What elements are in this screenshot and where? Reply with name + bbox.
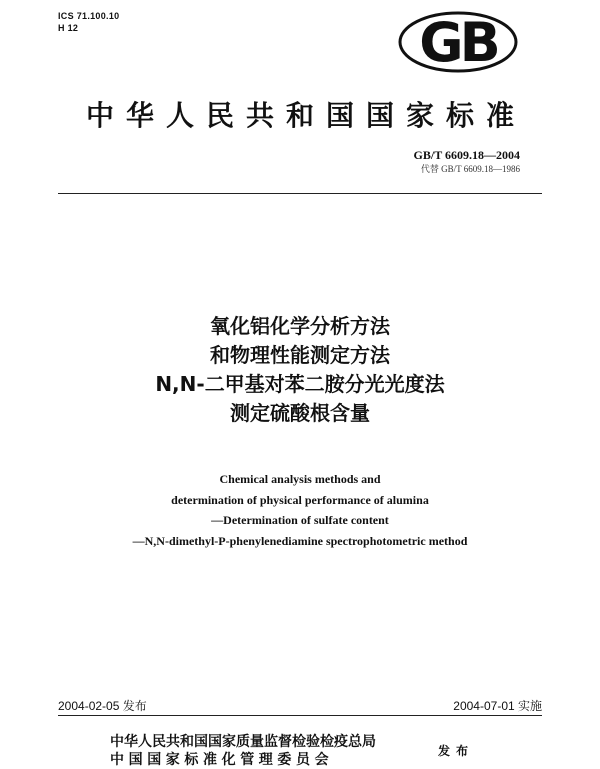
issuer-sac: 中国国家标准化管理委员会 [110,752,334,768]
issuing-authorities [110,733,376,769]
chinese-title-line: 和物理性能测定方法 [210,343,390,367]
english-title-line: —Determination of sulfate content [211,513,389,527]
chinese-title [0,312,600,428]
english-title-line: —N,N-dimethyl-P-phenylenediamine spectrophotometric method [132,533,468,548]
gb-logo [398,11,518,73]
issue-date: 2004-02-05 发布 [58,699,147,713]
header-divider [58,193,542,194]
chinese-title-line: 测定硫酸根含量 [230,401,370,425]
issue-label: 发布 [438,744,475,758]
footer-divider [58,715,542,716]
ics-code: ICS 71.100.10 [58,11,120,21]
replaces-standard: 代替 GB/T 6609.18—1986 [420,164,520,174]
ics-classification [58,10,119,34]
ccs-code: H 12 [58,23,79,33]
chinese-title-line: 氧化铝化学分析方法 [210,314,390,338]
english-title-line: Chemical analysis methods and [219,472,381,486]
chinese-title-line: N,N-二甲基对苯二胺分光光度法 [155,372,445,396]
english-title-line: determination of physical performance of alumina [171,492,429,507]
implementation-date: 2004-07-01 实施 [453,699,542,713]
english-title [0,469,600,551]
gb-logo-text: GB [419,11,497,73]
issuer-aqsiq: 中华人民共和国国家质量监督检验检疫总局 [110,734,376,750]
standard-code: GB/T 6609.18—2004 [413,148,520,162]
national-standard-title: 中华人民共和国国家标准 [85,99,526,132]
